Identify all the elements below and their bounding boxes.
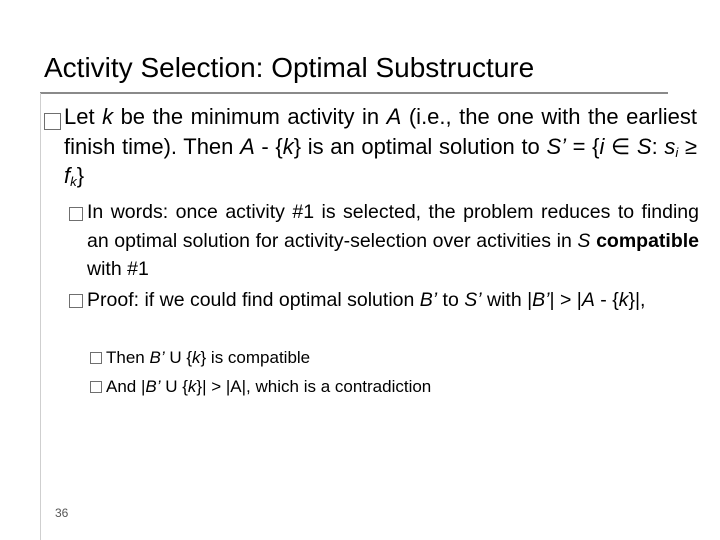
subscript-i: i xyxy=(675,144,679,160)
var-k: k xyxy=(618,289,629,311)
text: In words: once activity #1 is selected, the problem reduces to finding an optimal solution for activity-selection over activities in xyxy=(87,201,699,252)
text: } is compatible xyxy=(200,348,311,367)
text: } is an optimal solution to xyxy=(293,133,547,159)
text: be the minimum activity in xyxy=(113,104,387,129)
var-A: A xyxy=(581,289,595,311)
var-S-prime: S’ xyxy=(546,133,567,159)
title-underline xyxy=(40,92,668,94)
text: }|, xyxy=(628,289,646,311)
var-B-prime: B’ xyxy=(149,348,165,367)
sub-sub-bullet-then xyxy=(106,343,666,372)
var-i: i xyxy=(599,133,605,159)
text: Then xyxy=(106,348,150,367)
text: - { xyxy=(594,289,619,311)
sub-bullet-in-words xyxy=(87,198,699,284)
text: : xyxy=(651,133,665,159)
var-f: f xyxy=(64,163,71,188)
bullet-square-icon xyxy=(90,381,102,393)
bullet-square-icon xyxy=(90,352,102,364)
var-B-prime: B’ xyxy=(532,289,550,311)
text: - { xyxy=(254,133,283,159)
var-B-prime: B’ xyxy=(145,377,161,396)
var-A: A xyxy=(240,133,255,159)
bullet-main xyxy=(64,102,697,191)
var-S-prime: S’ xyxy=(464,289,482,311)
text: Let xyxy=(64,104,103,129)
text: U { xyxy=(164,348,193,367)
left-border-line xyxy=(40,93,41,540)
text: with | xyxy=(481,289,533,311)
text: Proof: if we could find optimal solution xyxy=(87,289,420,311)
sub-sub-bullet-and xyxy=(106,372,666,401)
var-k: k xyxy=(192,348,201,367)
var-s: s xyxy=(664,133,676,159)
text: U { xyxy=(160,377,188,396)
bullet-square-icon xyxy=(69,207,83,221)
text: (i.e., the one with the earliest finish time). Then xyxy=(64,104,698,159)
var-k: k xyxy=(187,377,197,396)
bullet-square-icon xyxy=(44,113,61,130)
text: | > | xyxy=(549,289,582,311)
text: }| > |A|, which is a contradiction xyxy=(196,377,432,396)
text: = { xyxy=(566,133,600,159)
subscript-k: k xyxy=(70,174,77,189)
text: ∈ xyxy=(604,133,637,159)
var-A: A xyxy=(386,104,402,129)
var-S: S xyxy=(636,133,652,159)
var-B-prime: B’ xyxy=(419,289,438,311)
bullet-square-icon xyxy=(69,294,83,308)
slide-number: 36 xyxy=(55,506,69,520)
var-S: S xyxy=(577,229,591,252)
slide-title: Activity Selection: Optimal Substructure xyxy=(44,52,535,83)
term-compatible: compatible xyxy=(596,229,699,252)
text: with #1 xyxy=(87,258,149,280)
text: ≥ xyxy=(678,133,697,159)
sub-bullet-proof xyxy=(87,286,699,315)
text: } xyxy=(76,163,85,188)
var-k: k xyxy=(102,104,114,129)
var-k: k xyxy=(282,133,294,159)
text: to xyxy=(437,289,465,311)
text: And | xyxy=(106,377,146,396)
